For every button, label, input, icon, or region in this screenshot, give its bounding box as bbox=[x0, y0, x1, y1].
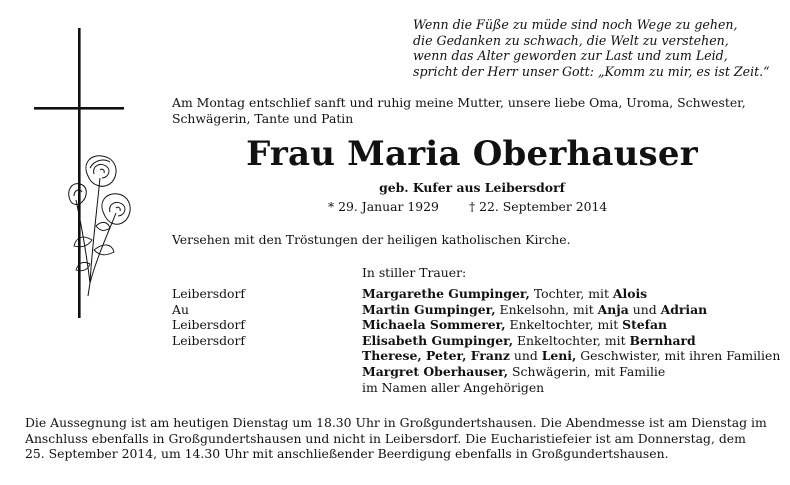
mourner-conj: und bbox=[509, 348, 542, 364]
mourner-child: Adrian bbox=[660, 301, 708, 317]
mourner-row bbox=[362, 302, 780, 318]
mourner-row bbox=[362, 348, 780, 364]
intro-line: Am Montag entschlief sanft und ruhig meine Mutter, unsere liebe Oma, Uroma, Schwester, bbox=[172, 95, 746, 110]
intro-text bbox=[172, 95, 772, 126]
mourner-name: Margarethe Gumpinger, bbox=[362, 286, 530, 301]
poem-line: Wenn die Füße zu müde sind noch Wege zu gehen, bbox=[413, 17, 738, 32]
place-item: Au bbox=[172, 301, 189, 317]
poem-line: wenn das Alter geworden zur Last und zum Leid, bbox=[413, 48, 728, 64]
mourner-name: Martin Gumpinger, bbox=[362, 301, 496, 317]
mourner-closing: im Namen aller Angehörigen bbox=[362, 379, 545, 395]
place-item: Leibersdorf bbox=[172, 332, 245, 348]
mourner-conj: und bbox=[628, 301, 661, 317]
mourner-relation: Enkelsohn, mit bbox=[495, 301, 598, 317]
mourning-heading: In stiller Trauer: bbox=[362, 265, 467, 280]
mourner-name: Michaela Sommerer, bbox=[362, 317, 506, 333]
death-date: † 22. September 2014 bbox=[469, 199, 608, 214]
born-name: geb. Kufer aus Leibersdorf bbox=[379, 180, 565, 195]
poem-line: spricht der Herr unser Gott: „Komm zu mir, es ist Zeit.“ bbox=[413, 63, 770, 79]
mourner-partner: Stefan bbox=[622, 317, 668, 333]
mourner-row bbox=[362, 317, 780, 333]
cross-with-roses-icon bbox=[30, 28, 140, 318]
life-dates bbox=[328, 199, 607, 215]
mourner-name: Therese, Peter, Franz bbox=[362, 348, 510, 364]
mourners-list bbox=[362, 286, 780, 395]
deceased-name: Frau Maria Oberhauser bbox=[246, 134, 698, 174]
mourner-partner: Anja bbox=[597, 301, 629, 317]
footer-line: 25. September 2014, um 14.30 Uhr mit anschließender Beerdigung ebenfalls in Großgundertshausen. bbox=[25, 446, 669, 462]
poem bbox=[413, 17, 783, 79]
intro-line: Schwägerin, Tante und Patin bbox=[172, 110, 354, 126]
mourner-relation: Schwägerin, mit Familie bbox=[508, 363, 666, 379]
poem-line: die Gedanken zu schwach, die Welt zu verstehen, bbox=[413, 32, 729, 48]
birth-date: * 29. Januar 1929 bbox=[328, 199, 439, 214]
place-item: Leibersdorf bbox=[172, 317, 245, 333]
footer-line: Die Aussegnung ist am heutigen Dienstag um 18.30 Uhr in Großgundertshausen. Die Abendmesse ist am Dienstag im bbox=[25, 415, 767, 430]
mourner-relation: Tochter, mit bbox=[529, 286, 613, 301]
mourner-row bbox=[362, 364, 780, 380]
funeral-details bbox=[25, 415, 767, 462]
mourner-relation: Geschwister, mit ihren Familien bbox=[576, 348, 781, 364]
sacraments-text: Versehen mit den Tröstungen der heiligen katholischen Kirche. bbox=[172, 232, 571, 247]
mourner-row bbox=[362, 380, 780, 396]
mourner-name: Leni, bbox=[541, 348, 577, 364]
mourner-relation: Enkeltochter, mit bbox=[513, 332, 630, 348]
footer-line: Anschluss ebenfalls in Großgundertshausen und nicht in Leibersdorf. Die Eucharistiefeier ist am Donnerstag, dem bbox=[25, 430, 746, 446]
mourner-relation: Enkeltochter, mit bbox=[505, 317, 623, 333]
mourner-row bbox=[362, 286, 780, 302]
mourner-partner: Bernhard bbox=[629, 332, 696, 348]
places-list bbox=[172, 286, 245, 348]
place-item: Leibersdorf bbox=[172, 286, 245, 301]
mourner-name: Elisabeth Gumpinger, bbox=[362, 332, 514, 348]
mourner-row bbox=[362, 333, 780, 349]
mourner-partner: Alois bbox=[612, 286, 648, 301]
mourner-name: Margret Oberhauser, bbox=[362, 363, 509, 379]
